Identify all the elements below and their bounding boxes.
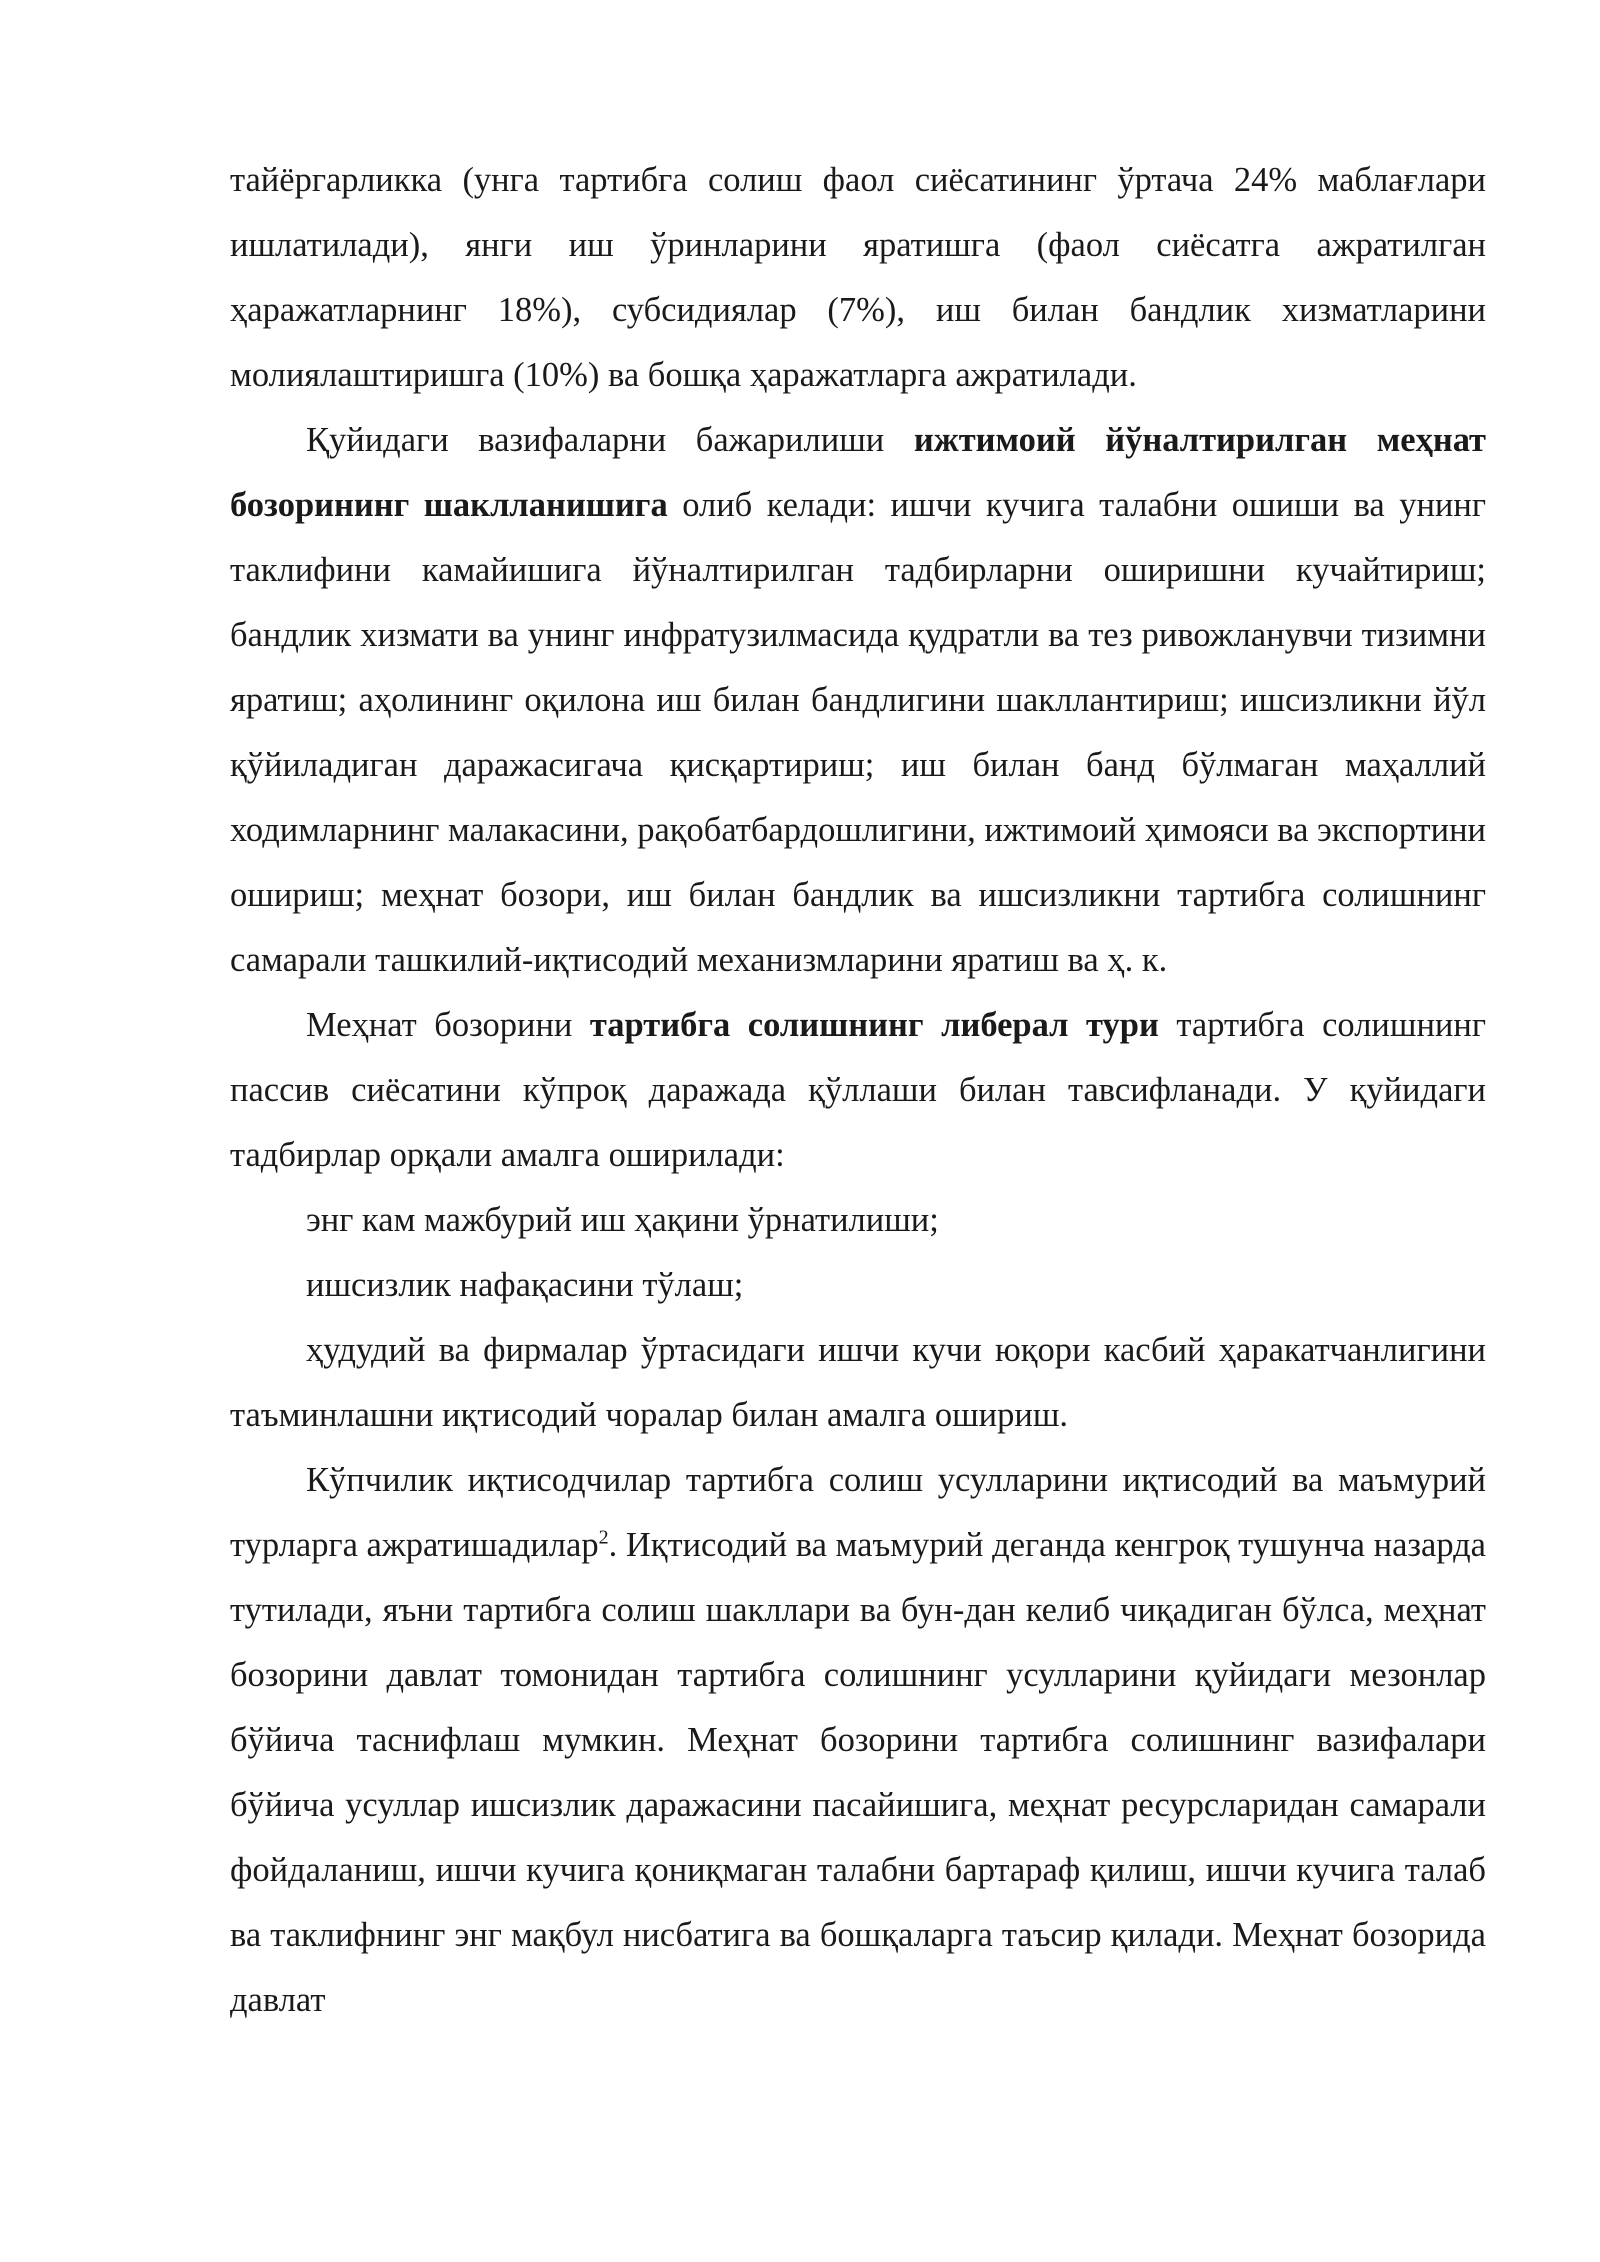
footnote-reference: 2 xyxy=(598,1526,609,1549)
paragraph xyxy=(230,1253,1486,1318)
bold-term: тартибга солишнинг либерал тури xyxy=(589,1006,1159,1044)
bold-term: ижтимоий йўналтирилган меҳнат бозорининг шаклланишига xyxy=(230,421,1486,524)
paragraph xyxy=(230,1318,1486,1448)
paragraph-text: тайёргарликка (унга тартибга солиш фаол сиёсатининг ўртача 24% маблағлари ишлатилади), янги иш ўринларини яратишга (фаол сиёсатга ажратилган ҳаражатларнинг 18%), субсидиялар (7%), иш билан бандлик хизматларини молиялаштиришга (10%) ва бошқа ҳаражатларга ажратилади. xyxy=(230,161,1486,394)
paragraph-text: Қуйидаги вазифаларни бажарилиши xyxy=(306,421,914,459)
paragraph xyxy=(230,148,1486,408)
paragraph xyxy=(230,993,1486,1188)
paragraph xyxy=(230,408,1486,993)
paragraph-text: Меҳнат бозорини xyxy=(306,1006,590,1044)
paragraph-text: . Иқтисодий ва маъмурий деганда кенгроқ тушунча назарда тутилади, яъни тартибга солиш шакллари ва бун-дан келиб чиқадиган бўлса, меҳнат бозорини давлат томонидан тартибга солишнинг усулларини қуйидаги мезонлар бўйича таснифлаш мумкин. Меҳнат бозорини тартибга солишнинг вазифалари бўйича усуллар ишсизлик даражасини пасайишига, меҳнат ресурсларидан самарали фойдаланиш, ишчи кучига қониқмаган талабни бартараф қилиш, ишчи кучига талаб ва таклифнинг энг мақбул нисбатига ва бошқаларга таъсир қилади. Меҳнат бозорида давлат xyxy=(230,1526,1486,2019)
paragraph-text: ҳудудий ва фирмалар ўртасидаги ишчи кучи юқори касбий ҳаракатчанлигини таъминлашни иқтисодий чоралар билан амалга ошириш. xyxy=(230,1331,1486,1434)
paragraph-text: тартибга солишнинг пассив сиёсатини кўпроқ даражада қўллаши билан тавсифланади. У қуйидаги тадбирлар орқали амалга оширилади: xyxy=(230,1006,1486,1174)
paragraph xyxy=(230,1448,1486,2033)
paragraph xyxy=(230,1188,1486,1253)
document-body xyxy=(230,148,1486,2033)
paragraph-text: Кўпчилик иқтисодчилар тартибга солиш усулларини иқтисодий ва маъмурий турларга ажратишадилар xyxy=(230,1461,1486,1564)
paragraph-text: энг кам мажбурий иш ҳақини ўрнатилиши; xyxy=(306,1201,939,1239)
paragraph-text: олиб келади: ишчи кучига талабни ошиши ва унинг таклифини камайишига йўналтирилган тадбирларни оширишни кучайтириш; бандлик хизмати ва унинг инфратузилмасида қудратли ва тез ривожланувчи тизимни яратиш; аҳолининг оқилона иш билан бандлигини шакллантириш; ишсизликни йўл қўйиладиган даражасигача қисқартириш; иш билан банд бўлмаган маҳаллий ходимларнинг малакасини, рақобатбардошлигини, ижтимоий ҳимояси ва экспортини ошириш; меҳнат бозори, иш билан бандлик ва ишсизликни тартибга солишнинг самарали ташкилий-иқтисодий механизмларини яратиш ва ҳ. к. xyxy=(230,486,1486,979)
paragraph-text: ишсизлик нафақасини тўлаш; xyxy=(306,1266,744,1304)
